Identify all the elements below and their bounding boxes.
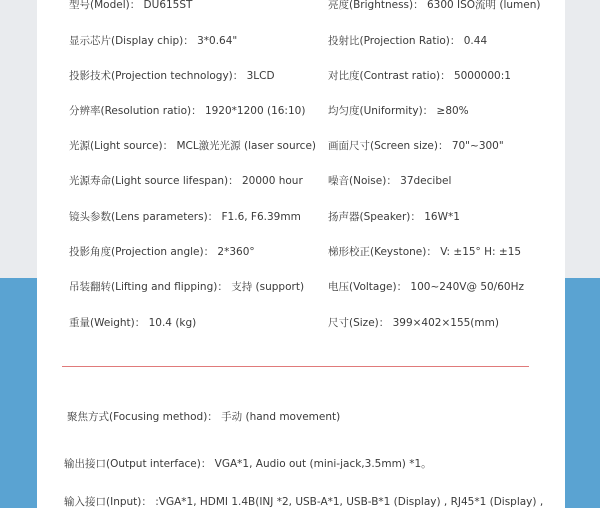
spec-model: 型号(Model)： DU615ST: [69, 0, 193, 11]
spec-focusing-method: 聚焦方式(Focusing method)： 手动 (hand movement): [67, 411, 341, 423]
spec-resolution: 分辨率(Resolution ratio)： 1920*1200 (16:10): [69, 105, 306, 117]
spec-weight: 重量(Weight)： 10.4 (kg): [69, 317, 197, 329]
spec-screen-size: 画面尺寸(Screen size)： 70"~300": [328, 140, 504, 152]
spec-noise: 噪音(Noise)： 37decibel: [328, 175, 452, 187]
spec-speaker: 扬声器(Speaker)： 16W*1: [328, 211, 460, 223]
spec-projection-technology: 投影技术(Projection technology)： 3LCD: [69, 70, 275, 82]
spec-light-source-lifespan: 光源寿命(Light source lifespan)： 20000 hour: [69, 175, 303, 187]
spec-card: [37, 0, 565, 508]
spec-size: 尺寸(Size)： 399×402×155(mm): [328, 317, 499, 329]
spec-output-interface: 输出接口(Output interface)： VGA*1, Audio out (mini-jack,3.5mm) *1。: [64, 458, 432, 470]
spec-lifting-flipping: 吊装翻转(Lifting and flipping)： 支持 (support): [69, 281, 305, 293]
section-divider: [62, 366, 529, 367]
spec-voltage: 电压(Voltage)： 100~240V@ 50/60Hz: [328, 281, 524, 293]
spec-display-chip: 显示芯片(Display chip)： 3*0.64": [69, 35, 238, 47]
spec-uniformity: 均匀度(Uniformity)： ≥80%: [328, 105, 469, 117]
spec-projection-angle: 投影角度(Projection angle)： 2*360°: [69, 246, 255, 258]
spec-lens-parameters: 镜头参数(Lens parameters)： F1.6, F6.39mm: [69, 211, 301, 223]
spec-keystone: 梯形校正(Keystone)： V: ±15° H: ±15: [328, 246, 522, 258]
spec-contrast-ratio: 对比度(Contrast ratio)： 5000000:1: [328, 70, 511, 82]
spec-light-source: 光源(Light source)： MCL激光光源 (laser source): [69, 140, 317, 152]
spec-projection-ratio: 投射比(Projection Ratio)： 0.44: [328, 35, 488, 47]
spec-input-interface: 输入接口(Input)： :VGA*1, HDMI 1.4B(INJ *2, USB-A*1, USB-B*1 (Display) , RJ45*1 (Display) ,: [64, 496, 544, 508]
spec-brightness: 亮度(Brightness)： 6300 ISO流明 (lumen): [328, 0, 541, 11]
